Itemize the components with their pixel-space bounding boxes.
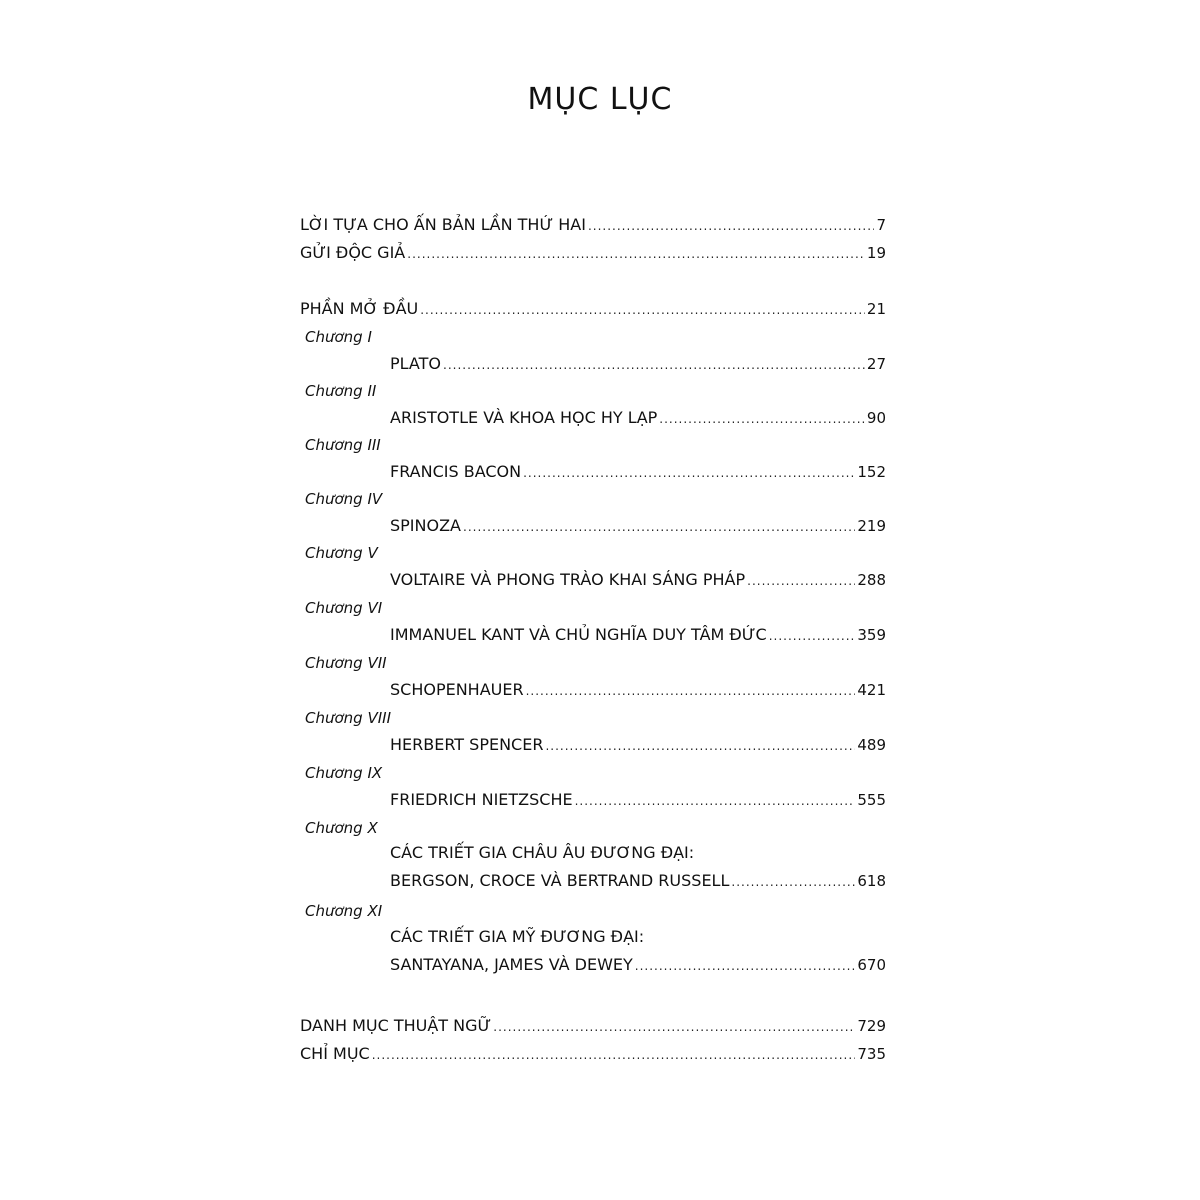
toc-entry-chapter-6[interactable] [390, 622, 886, 648]
dot-leader [731, 869, 855, 895]
table-of-contents [300, 0, 890, 1200]
chapter-label: Chương I [305, 328, 372, 346]
toc-entry-label: VOLTAIRE VÀ PHONG TRÀO KHAI SÁNG PHÁP [390, 570, 746, 589]
toc-entry-page: 735 [857, 1045, 886, 1063]
chapter-label: Chương V [305, 544, 378, 562]
toc-entry-page: 359 [857, 626, 886, 644]
toc-entry-chapter-10[interactable] [390, 868, 886, 894]
toc-entry-label: SPINOZA [390, 516, 461, 535]
chapter-label: Chương X [305, 819, 378, 837]
toc-entry-page: 152 [857, 463, 886, 481]
toc-entry-preface[interactable] [300, 212, 886, 238]
toc-entry-page: 7 [876, 216, 886, 234]
dot-leader [443, 352, 865, 378]
toc-entry-page: 27 [866, 355, 886, 373]
chapter-label: Chương III [305, 436, 381, 454]
toc-entry-glossary[interactable] [300, 1013, 886, 1039]
toc-entry-label: FRANCIS BACON [390, 462, 522, 481]
chapter-title-line: CÁC TRIẾT GIA MỸ ĐƯƠNG ĐẠI: [390, 927, 645, 946]
toc-entry-label: HERBERT SPENCER [390, 735, 544, 754]
toc-entry-to-readers[interactable] [300, 240, 886, 266]
toc-entry-chapter-7[interactable] [390, 677, 886, 703]
toc-entry-chapter-3[interactable] [390, 459, 886, 485]
toc-entry-page: 729 [857, 1017, 886, 1035]
toc-entry-chapter-8[interactable] [390, 732, 886, 758]
chapter-label: Chương II [305, 382, 377, 400]
chapter-label: Chương VI [305, 599, 383, 617]
dot-leader [420, 297, 865, 323]
chapter-label: Chương IV [305, 490, 383, 508]
toc-entry-label: LỜI TỰA CHO ẤN BẢN LẦN THỨ HAI [300, 215, 586, 234]
toc-entry-chapter-2[interactable] [390, 405, 886, 431]
toc-entry-chapter-11[interactable] [390, 952, 886, 978]
dot-leader [372, 1042, 856, 1068]
dot-leader [526, 678, 856, 704]
toc-entry-page: 90 [866, 409, 886, 427]
toc-entry-label: GỬI ĐỘC GIẢ [300, 243, 406, 262]
toc-entry-intro[interactable] [300, 296, 886, 322]
dot-leader [769, 623, 856, 649]
toc-entry-chapter-1[interactable] [390, 351, 886, 377]
chapter-title-line: CÁC TRIẾT GIA CHÂU ÂU ĐƯƠNG ĐẠI: [390, 843, 695, 862]
toc-entry-page: 555 [857, 791, 886, 809]
dot-leader [635, 953, 856, 979]
toc-entry-page: 288 [857, 571, 886, 589]
toc-entry-label: FRIEDRICH NIETZSCHE [390, 790, 573, 809]
dot-leader [588, 213, 875, 239]
dot-leader [545, 733, 855, 759]
toc-entry-label: BERGSON, CROCE VÀ BERTRAND RUSSELL [390, 871, 730, 890]
chapter-label: Chương VIII [305, 709, 391, 727]
toc-entry-label: PLATO [390, 354, 441, 373]
dot-leader [407, 241, 865, 267]
toc-entry-label: CHỈ MỤC [300, 1044, 370, 1063]
toc-entry-chapter-4[interactable] [390, 513, 886, 539]
chapter-label: Chương VII [305, 654, 387, 672]
toc-entry-chapter-9[interactable] [390, 787, 886, 813]
toc-entry-index[interactable] [300, 1041, 886, 1067]
toc-entry-page: 219 [857, 517, 886, 535]
toc-entry-page: 21 [866, 300, 886, 318]
toc-entry-label: SANTAYANA, JAMES VÀ DEWEY [390, 955, 633, 974]
toc-entry-page: 19 [866, 244, 886, 262]
dot-leader [575, 788, 856, 814]
dot-leader [747, 568, 855, 594]
dot-leader [659, 406, 865, 432]
toc-entry-label: ARISTOTLE VÀ KHOA HỌC HY LẠP [390, 408, 658, 427]
toc-entry-page: 618 [857, 872, 886, 890]
dot-leader [463, 514, 855, 540]
toc-entry-label: IMMANUEL KANT VÀ CHỦ NGHĨA DUY TÂM ĐỨC [390, 625, 767, 644]
toc-entry-page: 421 [857, 681, 886, 699]
toc-entry-page: 489 [857, 736, 886, 754]
toc-entry-label: SCHOPENHAUER [390, 680, 524, 699]
toc-entry-label: DANH MỤC THUẬT NGỮ [300, 1016, 492, 1035]
chapter-label: Chương IX [305, 764, 383, 782]
toc-entry-chapter-5[interactable] [390, 567, 886, 593]
dot-leader [523, 460, 855, 486]
dot-leader [493, 1014, 855, 1040]
toc-entry-label: PHẦN MỞ ĐẦU [300, 299, 419, 318]
toc-entry-page: 670 [857, 956, 886, 974]
chapter-label: Chương XI [305, 902, 383, 920]
page-title: MỤC LỤC [527, 82, 673, 117]
